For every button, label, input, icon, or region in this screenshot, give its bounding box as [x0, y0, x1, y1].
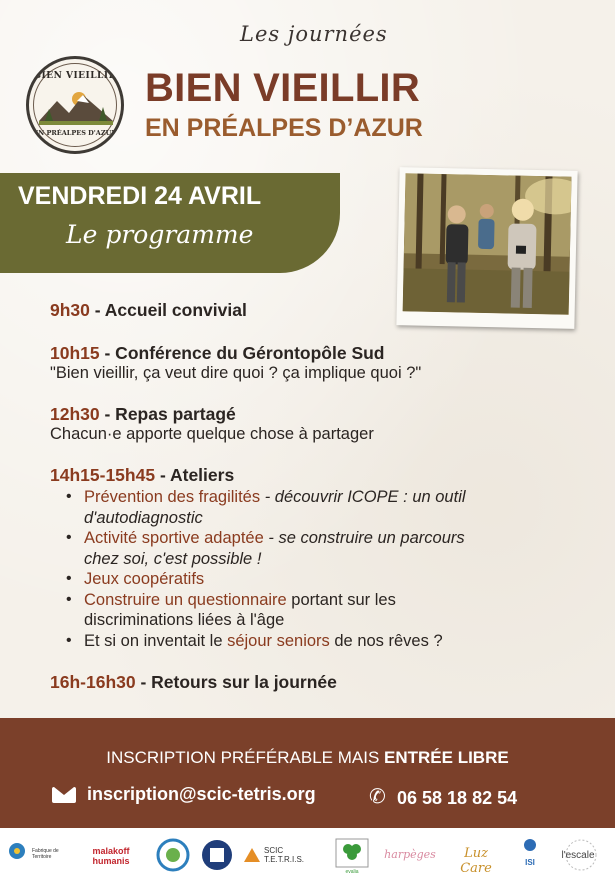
- partner-logo-harpeges: harpèges: [384, 848, 436, 861]
- partner-logo-circle: [155, 838, 191, 872]
- workshop-detail: - découvrir ICOPE : un outil: [260, 488, 466, 506]
- program-time: 10h15: [50, 343, 100, 363]
- program-time: 9h30: [50, 300, 90, 320]
- hikers-photo: [403, 173, 572, 314]
- workshop-detail: de nos rêves ?: [329, 631, 443, 650]
- logo-top-text: BIEN VIEILLIR: [33, 71, 117, 81]
- program-title: - Conférence du Gérontopôle Sud: [99, 343, 385, 363]
- partner-logo-isi: ISI: [516, 838, 544, 872]
- logo-bottom-text: EN PRÉALPES D'AZUR: [33, 129, 117, 137]
- program-title: - Accueil convivial: [89, 300, 247, 320]
- workshop-name: Activité sportive adaptée: [84, 529, 264, 547]
- workshop-prefix: Et si on inventait le: [84, 631, 228, 650]
- isi-emblem-icon: [520, 838, 540, 852]
- program-item-2: [50, 404, 236, 425]
- phone-icon: ✆: [369, 786, 386, 808]
- workshop-detail: portant sur les: [286, 590, 396, 609]
- page-title: BIEN VIEILLIR: [145, 66, 421, 110]
- clover-icon: [335, 838, 369, 868]
- list-item: [66, 590, 566, 631]
- partner-logo-escale: l'escale: [556, 838, 606, 872]
- workshop-detail-2: chez soi, c'est possible !: [84, 549, 262, 568]
- list-item: [66, 528, 566, 569]
- partner-logo-evalia: evalia: [334, 838, 370, 872]
- workshop-detail-2: discriminations liées à l'âge: [84, 611, 285, 629]
- list-item: [66, 631, 566, 652]
- program-item-1: [50, 343, 385, 364]
- registration-text: INSCRIPTION PRÉFÉRABLE MAIS: [106, 748, 385, 767]
- partner-badge-icon: [156, 838, 190, 872]
- workshop-detail-2: d'autodiagnostic: [84, 508, 203, 527]
- contact-footer: [0, 718, 615, 828]
- partner-logo-shield: [200, 838, 234, 872]
- workshop-name: séjour seniors: [227, 631, 330, 650]
- forest-hikers-image: [403, 173, 572, 314]
- program-time: 12h30: [50, 404, 100, 424]
- program-title: - Retours sur la journée: [135, 672, 337, 692]
- program-item-0: [50, 300, 247, 321]
- workshop-list: [66, 487, 566, 651]
- phone-link[interactable]: 06 58 18 82 54: [397, 788, 518, 808]
- partner-logos: [0, 828, 615, 880]
- workshop-name: Construire un questionnaire: [84, 590, 287, 609]
- envelope-icon: [52, 787, 76, 803]
- program-desc-2: Chacun·e apporte quelque chose à partager: [50, 425, 374, 443]
- list-item: [66, 487, 566, 528]
- pin-icon: [6, 842, 28, 864]
- partner-logo-luzcare: Luz Care: [460, 846, 492, 876]
- page-subtitle: EN PRÉALPES D’AZUR: [145, 114, 423, 142]
- free-entry-text: ENTRÉE LIBRE: [384, 748, 509, 767]
- mountain-icon: [39, 85, 113, 125]
- program-title: - Repas partagé: [99, 404, 236, 424]
- program-time: 16h-16h30: [50, 672, 136, 692]
- workshop-detail: - se construire un parcours: [263, 529, 465, 547]
- tetris-icon: [242, 846, 262, 866]
- partner-logo-tetris: SCIC T.E.T.R.I.S.: [242, 838, 326, 872]
- list-item: [66, 569, 566, 590]
- program-heading: Le programme: [66, 220, 254, 249]
- program-desc-1: "Bien vieillir, ça veut dire quoi ? ça implique quoi ?": [50, 364, 422, 382]
- partner-logo-fabrique: Fabrique de Territoire: [6, 838, 64, 872]
- event-date: VENDREDI 24 AVRIL: [18, 182, 262, 210]
- workshop-name: Prévention des fragilités: [84, 488, 261, 506]
- program-item-3: [50, 465, 234, 486]
- program-title: - Ateliers: [155, 465, 235, 485]
- bien-vieillir-logo: [26, 56, 124, 154]
- program-item-4: [50, 672, 337, 693]
- partner-logo-malakoff: malakoff humanis: [92, 846, 130, 866]
- workshop-name: Jeux coopératifs: [84, 570, 205, 588]
- email-link[interactable]: inscription@scic-tetris.org: [87, 784, 316, 804]
- registration-note: [0, 748, 615, 768]
- photo-frame: [396, 167, 577, 329]
- script-title: Les journées: [240, 22, 388, 46]
- program-time: 14h15-15h45: [50, 465, 156, 485]
- partner-shield-icon: [201, 838, 233, 872]
